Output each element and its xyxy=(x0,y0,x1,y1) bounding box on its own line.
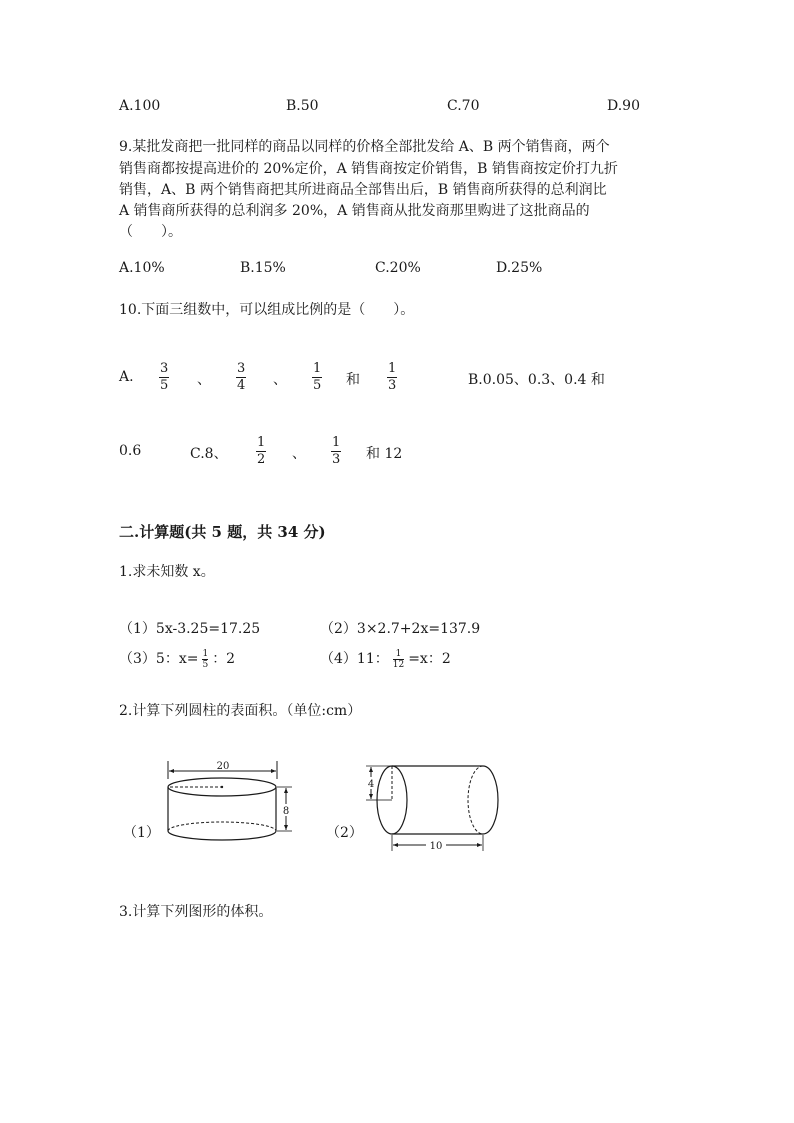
q9-option-c: C.20% xyxy=(375,260,421,276)
eq3-fraction xyxy=(202,649,208,670)
frac-numerator: 3 xyxy=(160,361,169,376)
q9-option-b: B.15% xyxy=(240,260,286,276)
s2-q1-stem: 1.求未知数 x。 xyxy=(119,564,215,580)
eq3-prefix: （3）5：x= xyxy=(119,651,199,667)
q10-b-cont: 0.6 xyxy=(119,443,142,459)
frac-numerator: 1 xyxy=(332,435,341,450)
q10-c-frac-1 xyxy=(256,435,266,468)
q10-stem: 10.下面三组数中，可以组成比例的是（ ）。 xyxy=(119,302,415,318)
fig2-label: （2） xyxy=(326,825,363,841)
s2-q1-eq3 xyxy=(119,648,235,670)
frac-denominator: 2 xyxy=(257,452,266,467)
q10-c-sep: 、 xyxy=(292,446,306,462)
fig1-label: （1） xyxy=(123,825,160,841)
frac-numerator: 1 xyxy=(313,361,322,376)
s2-q2-stem: 2.计算下列圆柱的表面积。（单位:cm） xyxy=(119,703,362,719)
q9-line-4: A 销售商所获得的总利润多 20%，A 销售商从批发商那里购进了这批商品的 xyxy=(119,203,590,219)
section-heading: 二.计算题(共 5 题，共 34 分) xyxy=(119,523,326,541)
s2-q1-eq2: （2）3×2.7+2x=137.9 xyxy=(320,621,481,637)
q8-option-b: B.50 xyxy=(286,98,319,114)
q9-option-a: A.10% xyxy=(119,260,165,276)
s2-q3-stem: 3.计算下列图形的体积。 xyxy=(119,904,273,920)
q8-option-a: A.100 xyxy=(119,98,161,114)
q9-line-3: 销售，A、B 两个销售商把其所进商品全部售出后，B 销售商所获得的总利润比 xyxy=(119,182,607,198)
frac-numerator: 1 xyxy=(393,649,404,660)
fig2-length-label: 10 xyxy=(429,841,443,852)
frac-numerator: 1 xyxy=(257,435,266,450)
q8-option-c: C.70 xyxy=(447,98,480,114)
cylinder-figure-2 xyxy=(362,757,507,854)
q9-option-d: D.25% xyxy=(496,260,543,276)
frac-numerator: 1 xyxy=(388,361,397,376)
eq3-suffix: ：2 xyxy=(212,651,236,667)
q10-a-frac-1 xyxy=(159,361,169,394)
q9-line-5: （ ）。 xyxy=(119,224,182,240)
frac-denominator: 4 xyxy=(237,378,246,393)
frac-numerator: 1 xyxy=(202,648,209,659)
frac-numerator: 3 xyxy=(237,361,246,376)
frac-denominator: 3 xyxy=(332,452,341,467)
q10-a-frac-4 xyxy=(387,361,397,394)
q9-line-1: 9.某批发商把一批同样的商品以同样的价格全部批发给 A、B 两个销售商，两个 xyxy=(119,139,610,155)
s2-q1-eq4 xyxy=(320,648,451,670)
q10-c-end: 和 12 xyxy=(366,446,403,462)
frac-denominator: 5 xyxy=(202,659,209,670)
frac-denominator: 12 xyxy=(392,659,405,670)
s2-q1-eq1: （1）5x-3.25=17.25 xyxy=(119,621,261,637)
q8-option-d: D.90 xyxy=(607,98,640,114)
q10-a-and: 和 xyxy=(346,372,360,388)
frac-denominator: 5 xyxy=(313,378,322,393)
q10-a-frac-3 xyxy=(312,361,322,394)
q10-c-label: C.8、 xyxy=(190,446,228,462)
fig1-diameter-label: 20 xyxy=(216,761,230,772)
eq4-suffix: =x：2 xyxy=(408,651,451,667)
q10-c-frac-2 xyxy=(331,435,341,468)
eq4-prefix: （4）11： xyxy=(320,651,389,667)
q10-b-text: B.0.05、0.3、0.4 和 xyxy=(468,372,605,388)
q10-a-frac-2 xyxy=(236,361,246,394)
eq4-fraction xyxy=(393,649,404,670)
cylinder-figure-1 xyxy=(160,757,300,852)
q10-a-label: A. xyxy=(119,369,134,385)
frac-denominator: 5 xyxy=(160,378,169,393)
fig1-height-label: 8 xyxy=(282,806,290,817)
frac-denominator: 3 xyxy=(388,378,397,393)
q10-a-sep-1: 、 xyxy=(197,372,211,388)
q9-line-2: 销售商都按提高进价的 20%定价，A 销售商按定价销售，B 销售商按定价打九折 xyxy=(119,161,618,177)
fig2-radius-label: 4 xyxy=(367,779,375,790)
q10-a-sep-2: 、 xyxy=(273,372,287,388)
